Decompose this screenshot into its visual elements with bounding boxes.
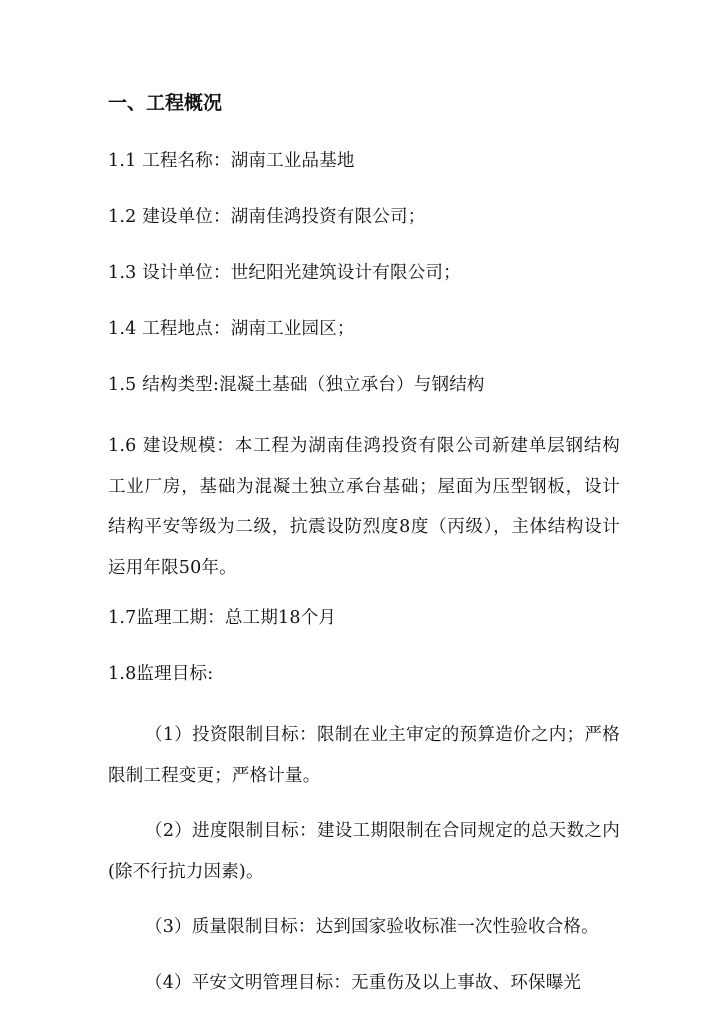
owner-line: 1.2 建设单位：湖南佳鸿投资有限公司； bbox=[108, 207, 426, 227]
supervision-period-line: 1.7监理工期：总工期18个月 bbox=[108, 608, 337, 628]
project-name-line: 1.1 工程名称：湖南工业品基地 bbox=[108, 151, 355, 171]
safety-management-goal: （4）平安文明管理目标：无重伤及以上事故、环保曝光 bbox=[145, 972, 582, 993]
section-heading: 一、工程概况 bbox=[108, 92, 223, 114]
structure-type-line: 1.5 结构类型:混凝土基础（独立承台）与钢结构 bbox=[108, 375, 485, 395]
quality-control-goal: （3）质量限制目标：达到国家验收标准一次性验收合格。 bbox=[145, 917, 599, 937]
construction-scale-paragraph: 1.6 建设规模：本工程为湖南佳鸿投资有限公司新建单层钢结构工业厂房，基础为混凝土独立承台基础；屋面为压型钢板，设计结构平安等级为二级，抗震设防烈度8度（丙级），主体结构设计运用年限50年。 bbox=[108, 436, 620, 578]
schedule-control-goal: （2）进度限制目标：建设工期限制在合同规定的总天数之内(除不行抗力因素)。 bbox=[108, 821, 620, 882]
location-line: 1.4 工程地点：湖南工业园区； bbox=[108, 319, 355, 339]
cost-control-goal: （1）投资限制目标：限制在业主审定的预算造价之内；严格限制工程变更；严格计量。 bbox=[108, 725, 620, 786]
supervision-goals-title: 1.8监理目标: bbox=[108, 664, 214, 684]
designer-line: 1.3 设计单位：世纪阳光建筑设计有限公司； bbox=[108, 263, 461, 283]
document-body bbox=[108, 88, 620, 1003]
